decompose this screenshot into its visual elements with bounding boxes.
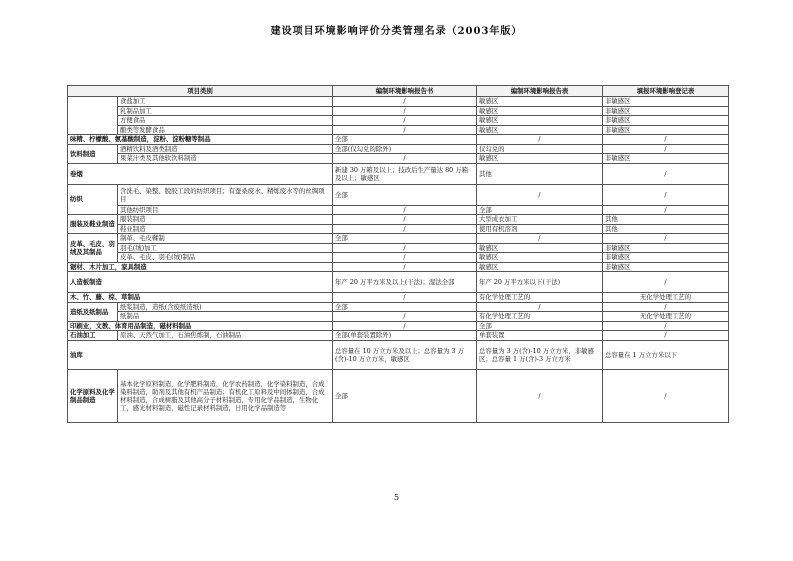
- registration-cell: /: [603, 369, 729, 422]
- report-form-cell: 大型成衣加工: [477, 215, 603, 225]
- report-book-cell: 全部: [333, 234, 477, 244]
- report-book-cell: /: [333, 125, 477, 135]
- item-cell: 服装制造: [118, 215, 333, 225]
- registration-cell: /: [603, 184, 729, 205]
- table-row: [68, 224, 729, 234]
- header-report-form: 编制环境影响报告表: [477, 86, 603, 97]
- classification-table: [67, 85, 729, 423]
- table-row: [68, 106, 729, 116]
- item-cell: 鞋业制造: [118, 224, 333, 234]
- table-row: [68, 331, 729, 341]
- report-form-cell: 敏感区: [477, 243, 603, 253]
- report-book-cell: 全部: [333, 302, 477, 312]
- report-form-cell: 仅勾兑的: [477, 144, 603, 154]
- report-form-cell: 敏感区: [477, 125, 603, 135]
- table-row: [68, 215, 729, 225]
- table-row: [68, 262, 729, 272]
- report-form-cell: /: [477, 369, 603, 422]
- header-row: [68, 86, 729, 97]
- report-book-cell: /: [333, 243, 477, 253]
- category-cell: 油库: [68, 340, 333, 369]
- category-cell: 石油加工: [68, 331, 118, 341]
- report-book-cell: /: [333, 97, 477, 107]
- report-book-cell: /: [333, 116, 477, 126]
- item-cell: 酒精饮料及酒类制造: [118, 144, 333, 154]
- report-book-cell: /: [333, 106, 477, 116]
- table-row: [68, 253, 729, 263]
- category-cell: 人造板制造: [68, 272, 333, 293]
- report-form-cell: 其他: [477, 163, 603, 184]
- category-cell: 服装及鞋业制造: [68, 215, 118, 234]
- report-book-cell: /: [333, 253, 477, 263]
- report-form-cell: 敏感区: [477, 97, 603, 107]
- page-number: 5: [393, 493, 400, 502]
- report-book-cell: /: [333, 312, 477, 322]
- report-form-cell: 有化学处理工艺的: [477, 293, 603, 303]
- report-form-cell: 敏感区: [477, 106, 603, 116]
- report-form-cell: 敏感区: [477, 154, 603, 164]
- table-row: [68, 205, 729, 215]
- table-row: [68, 293, 729, 303]
- registration-cell: /: [603, 135, 729, 145]
- report-form-cell: 有化学处理工艺的: [477, 312, 603, 322]
- item-cell: 原油、天然气加工，石油焦炼制，石油制品: [118, 331, 333, 341]
- header-report-book: 编制环境影响报告书: [333, 86, 477, 97]
- table-row: [68, 97, 729, 107]
- report-book-cell: /: [333, 205, 477, 215]
- registration-cell: 非敏感区: [603, 262, 729, 272]
- report-form-cell: /: [477, 135, 603, 145]
- table-row: [68, 369, 729, 422]
- table-row: [68, 144, 729, 154]
- item-cell: 含洗毛、染整、脱胶工段的纺织项目；有蚕桑废水、精炼废水等的丝绸项目: [118, 184, 333, 205]
- registration-cell: 非敏感区: [603, 106, 729, 116]
- report-form-cell: 年产 20 万平方米以下(干法): [477, 272, 603, 293]
- registration-cell: /: [603, 234, 729, 244]
- registration-cell: 总容量在 1 万立方米以下: [603, 340, 729, 369]
- report-book-cell: /: [333, 154, 477, 164]
- registration-cell: 其他: [603, 215, 729, 225]
- report-form-cell: 总容量为 3 万(含)-10 万立方米，非敏感区；总容量 1 万(含)-3 万立方米: [477, 340, 603, 369]
- header-registration: 填报环境影响登记表: [603, 86, 729, 97]
- table-row: [68, 321, 729, 331]
- item-cell: 皮革、毛皮、羽毛(绒)制品: [118, 253, 333, 263]
- item-cell: 纸浆制造，造纸(含废纸造纸): [118, 302, 333, 312]
- report-book-cell: 全部(单套装置除外): [333, 331, 477, 341]
- item-cell: 其他纺织项目: [118, 205, 333, 215]
- registration-cell: 非敏感区: [603, 243, 729, 253]
- table-row: [68, 135, 729, 145]
- registration-cell: 非敏感区: [603, 154, 729, 164]
- report-book-cell: 全部: [333, 184, 477, 205]
- category-cell: 饮料制造: [68, 144, 118, 163]
- table-row: [68, 116, 729, 126]
- page-title: 建设项目环境影响评价分类管理名录（2003年版）: [270, 26, 523, 37]
- item-cell: 乳制品加工: [118, 106, 333, 116]
- registration-cell: /: [603, 331, 729, 341]
- table-row: [68, 184, 729, 205]
- registration-cell: /: [603, 144, 729, 154]
- item-cell: 食盐加工: [118, 97, 333, 107]
- category-cell: 卷烟: [68, 163, 333, 184]
- report-book-cell: 全部: [333, 135, 477, 145]
- table-row: [68, 340, 729, 369]
- report-form-cell: /: [477, 234, 603, 244]
- registration-cell: /: [603, 163, 729, 184]
- registration-cell: 非敏感区: [603, 125, 729, 135]
- report-form-cell: /: [477, 302, 603, 312]
- category-cell: 皮革、毛皮、羽绒及其制品: [68, 234, 118, 263]
- report-book-cell: 新建 30 万箱及以上；技改后生产量达 80 万箱及以上；敏感区: [333, 163, 477, 184]
- category-cell: 化学原料及化学制品制造: [68, 369, 118, 422]
- registration-cell: /: [603, 302, 729, 312]
- item-cell: 方便食品: [118, 116, 333, 126]
- report-form-cell: 全部: [477, 205, 603, 215]
- report-book-cell: 年产 20 万平方米及以上(干法)；湿法全部: [333, 272, 477, 293]
- table-row: [68, 234, 729, 244]
- table-row: [68, 312, 729, 322]
- registration-cell: 非敏感区: [603, 253, 729, 263]
- category-cell: 印刷业，文教、体育用品制造，磁材料制品: [68, 321, 333, 331]
- item-cell: 制革、毛皮鞣制: [118, 234, 333, 244]
- report-form-cell: 敏感区: [477, 116, 603, 126]
- report-form-cell: /: [477, 184, 603, 205]
- table-row: [68, 272, 729, 293]
- item-cell: 酿类等发酵食品: [118, 125, 333, 135]
- report-form-cell: 全部: [477, 321, 603, 331]
- report-form-cell: 敏感区: [477, 253, 603, 263]
- report-form-cell: 敏感区: [477, 262, 603, 272]
- report-book-cell: /: [333, 262, 477, 272]
- report-book-cell: /: [333, 224, 477, 234]
- registration-cell: /: [603, 272, 729, 293]
- registration-cell: /: [603, 205, 729, 215]
- report-book-cell: /: [333, 215, 477, 225]
- header-category: 项目类别: [68, 86, 333, 97]
- item-cell: 羽毛(绒)加工: [118, 243, 333, 253]
- category-cell: [68, 97, 118, 135]
- item-cell: 纸制品: [118, 312, 333, 322]
- report-book-cell: /: [333, 321, 477, 331]
- registration-cell: 无化学处理工艺的: [603, 312, 729, 322]
- report-form-cell: 单套装置: [477, 331, 603, 341]
- category-cell: 木、竹、藤、棕、草制品: [68, 293, 333, 303]
- category-cell: 造纸及纸制品: [68, 302, 118, 321]
- report-book-cell: 全部(仅勾兑的除外): [333, 144, 477, 154]
- report-book-cell: 总容量在 10 万立方米及以上；总容量为 3 万(含)-10 万立方米，敏感区: [333, 340, 477, 369]
- table-row: [68, 302, 729, 312]
- report-book-cell: 全部: [333, 369, 477, 422]
- table-row: [68, 243, 729, 253]
- registration-cell: 无化学处理工艺的: [603, 293, 729, 303]
- table-row: [68, 163, 729, 184]
- registration-cell: 非敏感区: [603, 97, 729, 107]
- table-row: [68, 125, 729, 135]
- registration-cell: /: [603, 321, 729, 331]
- category-cell: 锯材、木片加工，家具制造: [68, 262, 333, 272]
- category-cell: 味精、柠檬酸、氨基酸制造，淀粉、淀粉糖等制品: [68, 135, 333, 145]
- item-cell: 果菜汁类及其他软饮料制造: [118, 154, 333, 164]
- category-cell: 纺织: [68, 184, 118, 215]
- report-book-cell: /: [333, 293, 477, 303]
- registration-cell: 其他: [603, 224, 729, 234]
- registration-cell: 非敏感区: [603, 116, 729, 126]
- item-cell: 基本化学原料制造，化学肥料制造，化学农药制造，化学染料制造，合成染料制造，助剂及其他有机产品制造；有机化工原料及中间体制造，合成材料制造，合成树脂及其他高分子材料制造，专用化学品制造，生物化工，感光材料制造，磁性记录材料制造，日用化学品制造等: [118, 369, 333, 422]
- table-row: [68, 154, 729, 164]
- report-form-cell: 使用有机溶剂: [477, 224, 603, 234]
